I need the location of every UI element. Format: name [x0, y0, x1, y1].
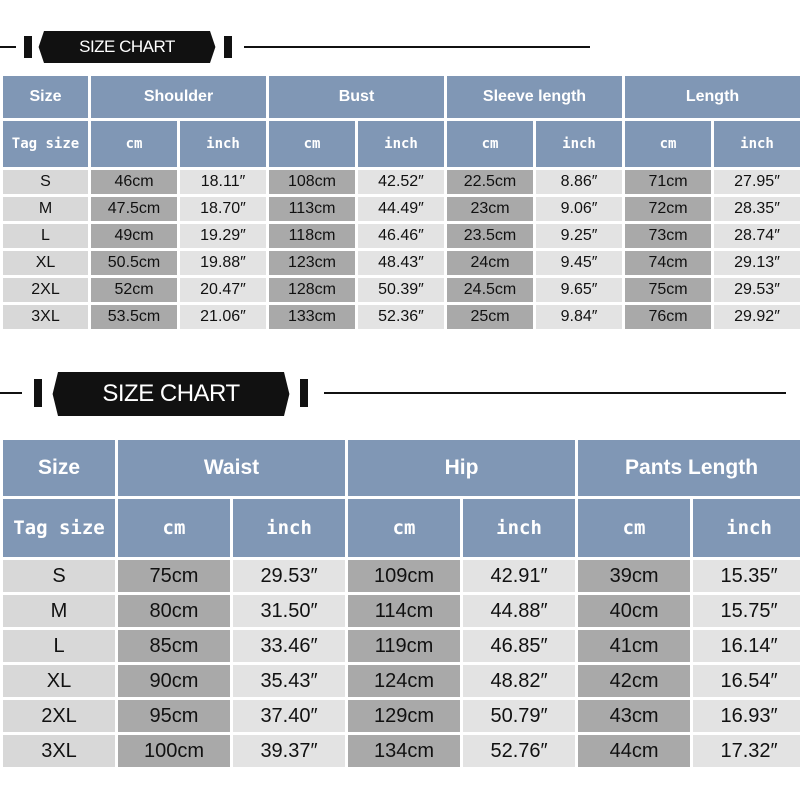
cm-value-cell: 85cm — [118, 630, 230, 662]
cm-value-cell: 129cm — [348, 700, 460, 732]
table-row — [3, 735, 800, 767]
unit-cm: cm — [625, 121, 711, 167]
inch-value-cell: 46.46″ — [358, 224, 444, 248]
cm-value-cell: 50.5cm — [91, 251, 177, 275]
inch-value-cell: 16.14″ — [693, 630, 800, 662]
cm-value-cell: 75cm — [625, 278, 711, 302]
size-cell: XL — [3, 251, 88, 275]
cm-value-cell: 23.5cm — [447, 224, 533, 248]
unit-cm: cm — [269, 121, 355, 167]
inch-value-cell: 9.84″ — [536, 305, 622, 329]
inch-value-cell: 48.82″ — [463, 665, 575, 697]
cm-value-cell: 100cm — [118, 735, 230, 767]
inch-value-cell: 35.43″ — [233, 665, 345, 697]
banner-2-left-notch — [34, 379, 42, 407]
inch-value-cell: 52.36″ — [358, 305, 444, 329]
cm-value-cell: 124cm — [348, 665, 460, 697]
table-row — [3, 278, 800, 302]
inch-value-cell: 28.35″ — [714, 197, 800, 221]
inch-value-cell: 19.88″ — [180, 251, 266, 275]
unit-cm: cm — [447, 121, 533, 167]
table-row — [3, 700, 800, 732]
cm-value-cell: 123cm — [269, 251, 355, 275]
cm-value-cell: 114cm — [348, 595, 460, 627]
banner-1-left-rule — [0, 46, 16, 48]
table-row — [3, 224, 800, 248]
size-cell: 2XL — [3, 700, 115, 732]
unit-cm: cm — [578, 499, 690, 557]
unit-inch: inch — [693, 499, 800, 557]
header-tag-size: Tag size — [3, 121, 88, 167]
inch-value-cell: 9.45″ — [536, 251, 622, 275]
inch-value-cell: 16.54″ — [693, 665, 800, 697]
unit-inch: inch — [358, 121, 444, 167]
inch-value-cell: 37.40″ — [233, 700, 345, 732]
inch-value-cell: 29.53″ — [233, 560, 345, 592]
cm-value-cell: 90cm — [118, 665, 230, 697]
cm-value-cell: 53.5cm — [91, 305, 177, 329]
inch-value-cell: 52.76″ — [463, 735, 575, 767]
size-cell: M — [3, 595, 115, 627]
cm-value-cell: 72cm — [625, 197, 711, 221]
inch-value-cell: 29.13″ — [714, 251, 800, 275]
inch-value-cell: 50.39″ — [358, 278, 444, 302]
header-bust: Bust — [269, 76, 444, 118]
cm-value-cell: 40cm — [578, 595, 690, 627]
cm-value-cell: 71cm — [625, 170, 711, 194]
inch-value-cell: 9.06″ — [536, 197, 622, 221]
table-row — [3, 560, 800, 592]
inch-value-cell: 19.29″ — [180, 224, 266, 248]
inch-value-cell: 42.91″ — [463, 560, 575, 592]
inch-value-cell: 20.47″ — [180, 278, 266, 302]
banner-2-left-rule — [0, 392, 22, 394]
table-row — [3, 197, 800, 221]
cm-value-cell: 52cm — [91, 278, 177, 302]
unit-inch: inch — [536, 121, 622, 167]
cm-value-cell: 80cm — [118, 595, 230, 627]
unit-inch: inch — [233, 499, 345, 557]
table-row — [3, 170, 800, 194]
size-table-tops — [0, 73, 800, 332]
inch-value-cell: 16.93″ — [693, 700, 800, 732]
inch-value-cell: 33.46″ — [233, 630, 345, 662]
header-waist: Waist — [118, 440, 345, 496]
header-pants-length: Pants Length — [578, 440, 800, 496]
cm-value-cell: 46cm — [91, 170, 177, 194]
inch-value-cell: 48.43″ — [358, 251, 444, 275]
unit-inch: inch — [463, 499, 575, 557]
size-cell: M — [3, 197, 88, 221]
inch-value-cell: 44.49″ — [358, 197, 444, 221]
size-cell: S — [3, 170, 88, 194]
header-shoulder: Shoulder — [91, 76, 266, 118]
cm-value-cell: 44cm — [578, 735, 690, 767]
inch-value-cell: 15.35″ — [693, 560, 800, 592]
cm-value-cell: 74cm — [625, 251, 711, 275]
size-table-pants — [0, 437, 800, 770]
table-row — [3, 251, 800, 275]
inch-value-cell: 18.70″ — [180, 197, 266, 221]
cm-value-cell: 23cm — [447, 197, 533, 221]
cm-value-cell: 24.5cm — [447, 278, 533, 302]
banner-2-right-notch — [300, 379, 308, 407]
header-tag-size: Tag size — [3, 499, 115, 557]
inch-value-cell: 27.95″ — [714, 170, 800, 194]
cm-value-cell: 113cm — [269, 197, 355, 221]
inch-value-cell: 15.75″ — [693, 595, 800, 627]
cm-value-cell: 24cm — [447, 251, 533, 275]
size-cell: S — [3, 560, 115, 592]
cm-value-cell: 43cm — [578, 700, 690, 732]
cm-value-cell: 108cm — [269, 170, 355, 194]
cm-value-cell: 119cm — [348, 630, 460, 662]
size-cell: 3XL — [3, 305, 88, 329]
cm-value-cell: 39cm — [578, 560, 690, 592]
cm-value-cell: 109cm — [348, 560, 460, 592]
inch-value-cell: 39.37″ — [233, 735, 345, 767]
unit-inch: inch — [714, 121, 800, 167]
cm-value-cell: 47.5cm — [91, 197, 177, 221]
size-cell: L — [3, 630, 115, 662]
inch-value-cell: 42.52″ — [358, 170, 444, 194]
banner-2-right-rule — [324, 392, 786, 394]
unit-cm: cm — [118, 499, 230, 557]
size-cell: L — [3, 224, 88, 248]
inch-value-cell: 50.79″ — [463, 700, 575, 732]
cm-value-cell: 25cm — [447, 305, 533, 329]
banner-2-title: SIZE CHART — [52, 372, 290, 416]
cm-value-cell: 75cm — [118, 560, 230, 592]
table-row — [3, 305, 800, 329]
cm-value-cell: 41cm — [578, 630, 690, 662]
header-length: Length — [625, 76, 800, 118]
unit-cm: cm — [91, 121, 177, 167]
inch-value-cell: 46.85″ — [463, 630, 575, 662]
banner-1-right-rule — [244, 46, 590, 48]
cm-value-cell: 128cm — [269, 278, 355, 302]
inch-value-cell: 18.11″ — [180, 170, 266, 194]
size-cell: XL — [3, 665, 115, 697]
inch-value-cell: 8.86″ — [536, 170, 622, 194]
cm-value-cell: 76cm — [625, 305, 711, 329]
inch-value-cell: 29.92″ — [714, 305, 800, 329]
unit-inch: inch — [180, 121, 266, 167]
cm-value-cell: 22.5cm — [447, 170, 533, 194]
header-hip: Hip — [348, 440, 575, 496]
inch-value-cell: 44.88″ — [463, 595, 575, 627]
inch-value-cell: 21.06″ — [180, 305, 266, 329]
cm-value-cell: 133cm — [269, 305, 355, 329]
cm-value-cell: 49cm — [91, 224, 177, 248]
size-cell: 3XL — [3, 735, 115, 767]
header-size: Size — [3, 440, 115, 496]
header-sleeve-length: Sleeve length — [447, 76, 622, 118]
inch-value-cell: 9.65″ — [536, 278, 622, 302]
header-size: Size — [3, 76, 88, 118]
table-row — [3, 630, 800, 662]
cm-value-cell: 134cm — [348, 735, 460, 767]
inch-value-cell: 28.74″ — [714, 224, 800, 248]
banner-1-title: SIZE CHART — [38, 31, 216, 63]
size-cell: 2XL — [3, 278, 88, 302]
inch-value-cell: 17.32″ — [693, 735, 800, 767]
inch-value-cell: 31.50″ — [233, 595, 345, 627]
cm-value-cell: 118cm — [269, 224, 355, 248]
cm-value-cell: 73cm — [625, 224, 711, 248]
table-row — [3, 595, 800, 627]
inch-value-cell: 29.53″ — [714, 278, 800, 302]
unit-cm: cm — [348, 499, 460, 557]
banner-1-left-notch — [24, 36, 32, 58]
inch-value-cell: 9.25″ — [536, 224, 622, 248]
table-row — [3, 665, 800, 697]
cm-value-cell: 95cm — [118, 700, 230, 732]
cm-value-cell: 42cm — [578, 665, 690, 697]
banner-1-right-notch — [224, 36, 232, 58]
